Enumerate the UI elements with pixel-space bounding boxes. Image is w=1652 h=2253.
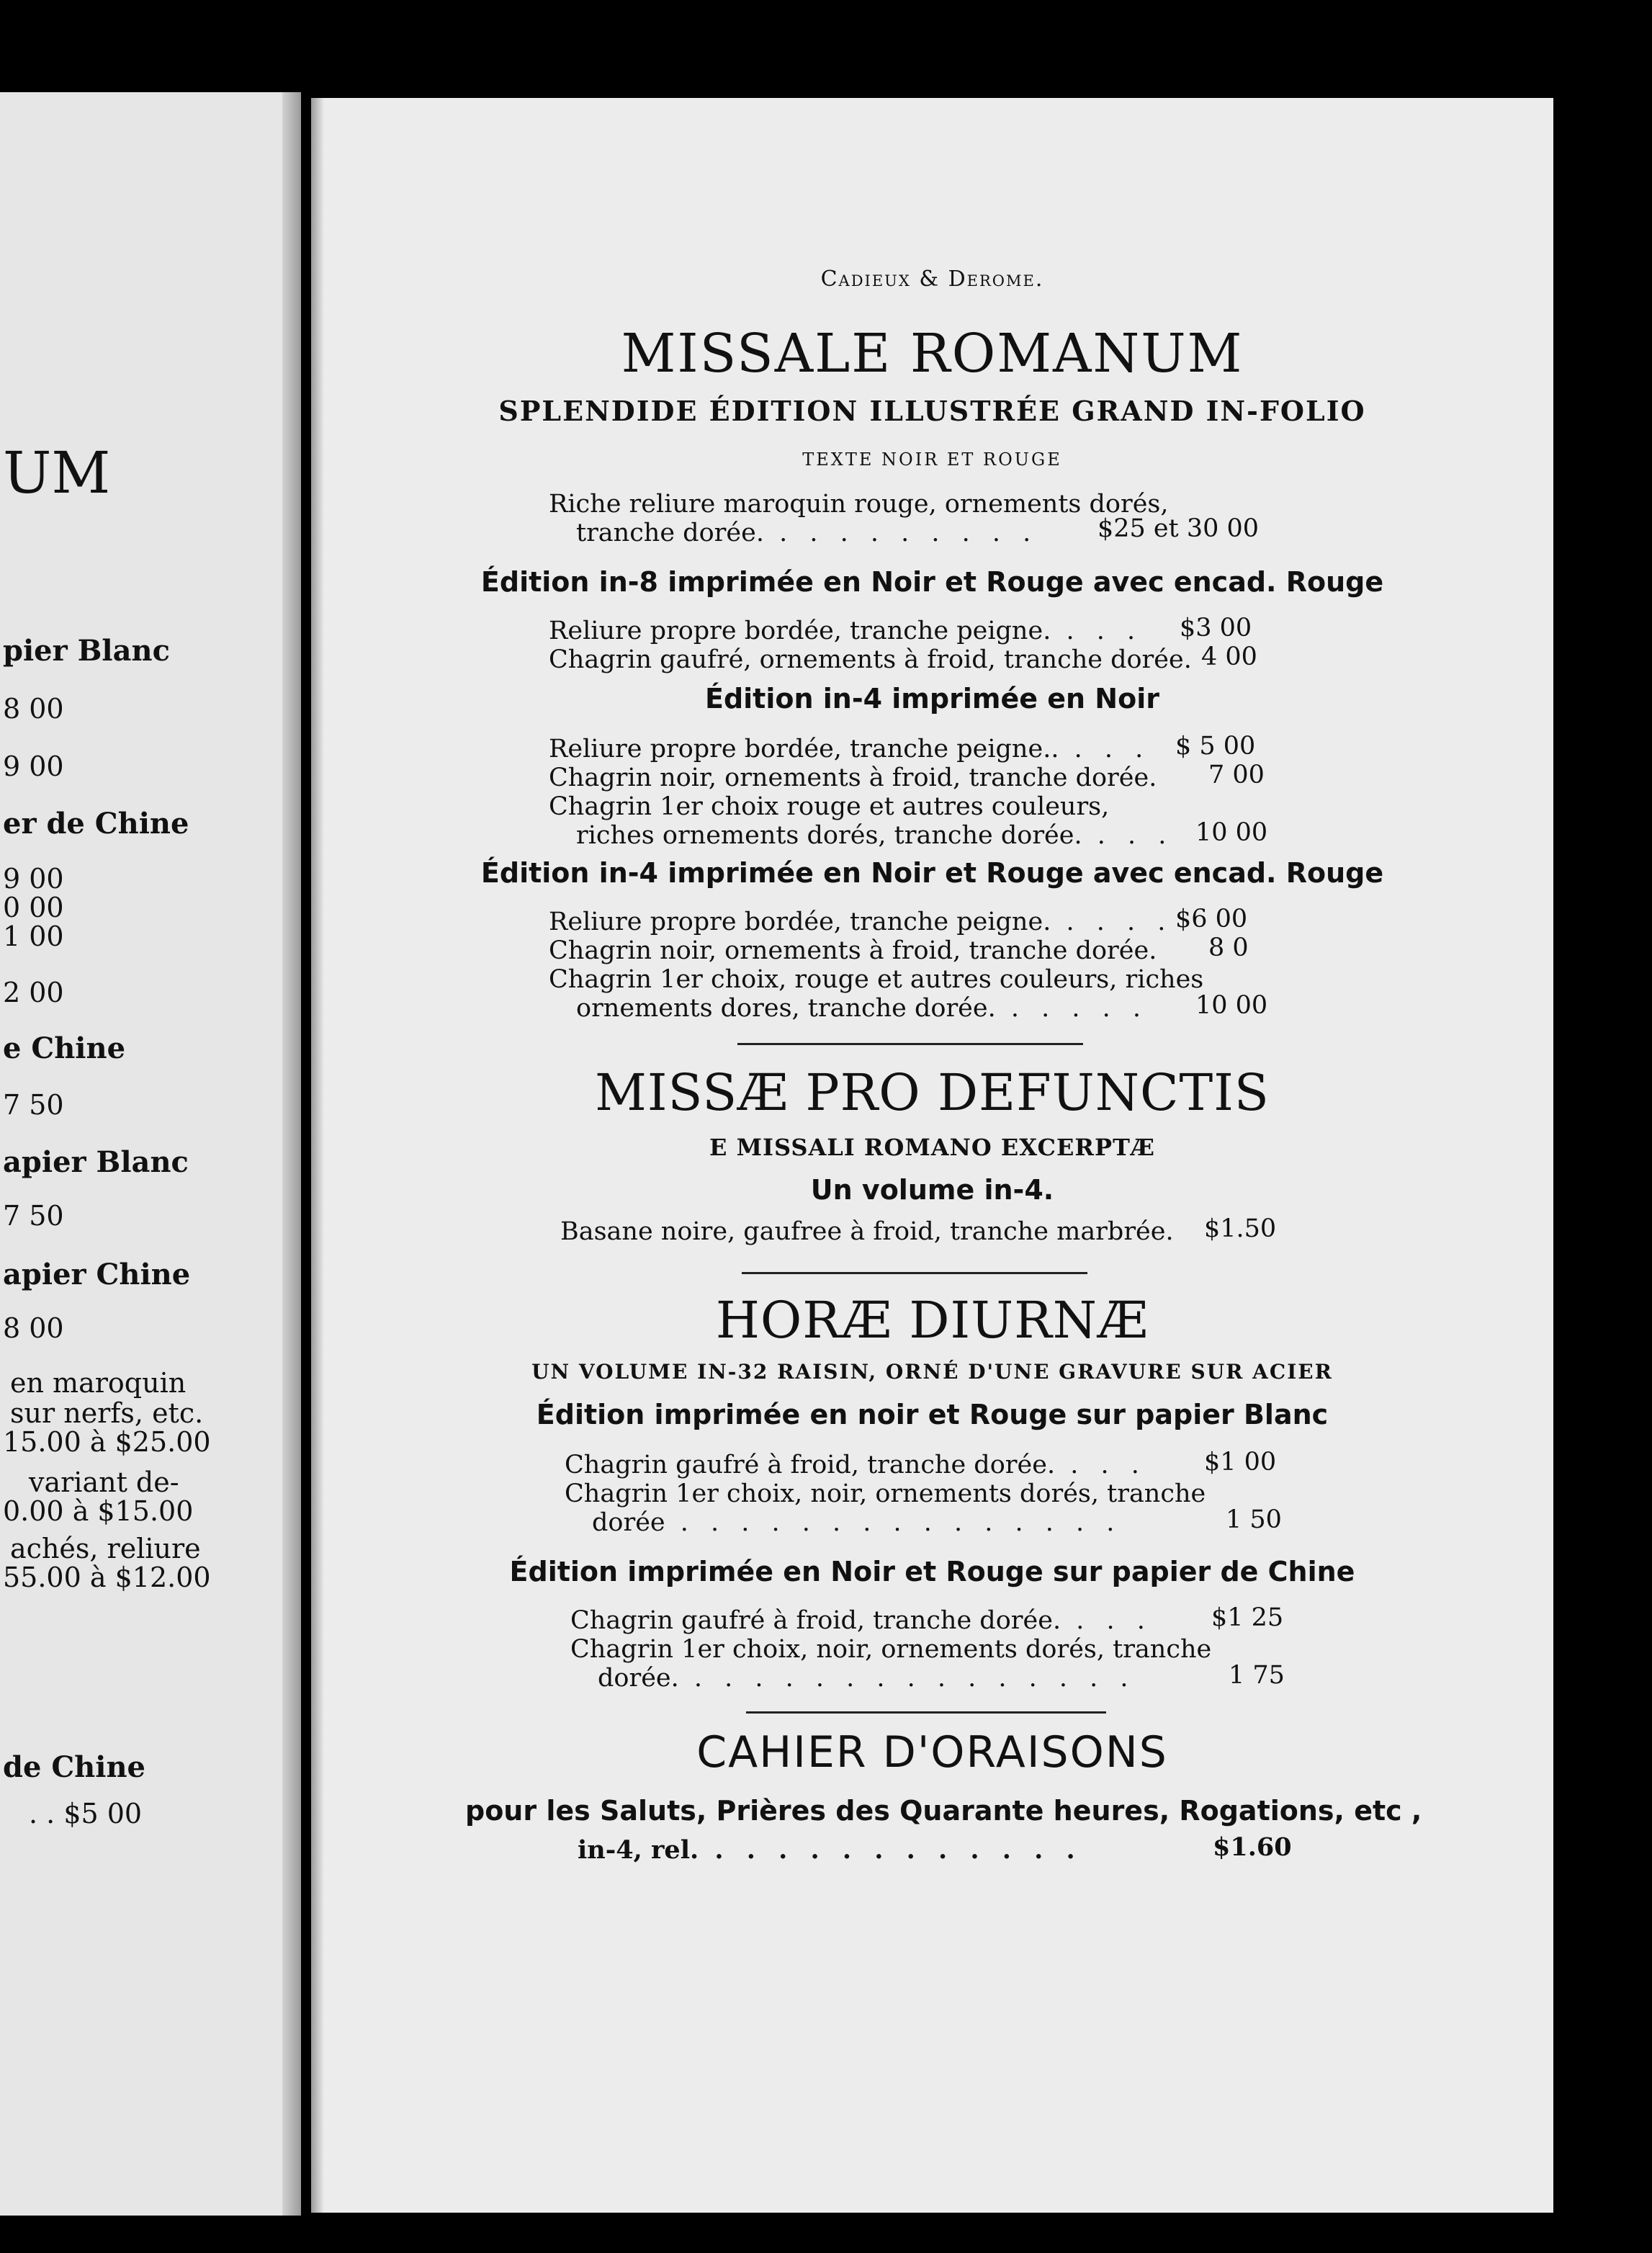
horae-b3-price: 1 75 [1229,1661,1285,1690]
left-page-fragment-l14: 8 00 [3,1312,64,1344]
cahier-price: $1.60 [1213,1832,1292,1862]
defunctis-d1-price: $1.50 [1204,1214,1277,1243]
left-page-fragment-l5: 9 00 [3,863,64,895]
missale-c1-price: $6 00 [1175,905,1248,933]
missale-a2: Chagrin gaufré, ornements à froid, tranche dorée. [549,645,1192,674]
missale-b4: riches ornements dorés, tranche dorée. . . . [576,821,1174,850]
missale-section-c-title: Édition in-4 imprimée en Noir et Rouge avec encad. Rouge [480,857,1384,889]
defunctis-title: MISSÆ PRO DEFUNCTIS [595,1063,1270,1122]
horae-a3: dorée . . . . . . . . . . . . . . . [592,1508,1122,1537]
missale-b4-price: 10 00 [1195,818,1268,847]
left-page-fragment-l7: 1 00 [3,921,64,952]
cahier-line2: in-4, rel. . . . . . . . . . . . . [578,1835,1082,1865]
divider-rule [737,1043,1083,1045]
missale-c2-price: 8 0 [1208,933,1249,962]
left-page-fragment-l22: de Chine [3,1750,145,1784]
left-page-fragment-um: UM [3,439,111,506]
missale-item1-line1: Riche reliure maroquin rouge, ornements dorés, [549,490,1169,519]
left-page-fragment-l19: 0.00 à $15.00 [3,1495,194,1527]
divider-rule [742,1272,1087,1274]
defunctis-volume: Un volume in-4. [810,1174,1054,1206]
left-page-fragment-l20: achés, reliure [10,1533,201,1564]
left-page-fragment-l11: apier Blanc [3,1145,189,1179]
page-header: Cadieux & Derome. [820,266,1044,292]
missale-section-b-title: Édition in-4 imprimée en Noir [705,683,1159,715]
left-page-fragment-l15: en maroquin [10,1367,187,1399]
left-page-fragment-l6: 0 00 [3,892,64,923]
left-page-fragment-l10: 7 50 [3,1089,64,1121]
left-page-fragment-l8: 2 00 [3,977,64,1008]
left-page-fragment-l1: pier Blanc [3,634,170,668]
missale-title: MISSALE ROMANUM [621,323,1244,385]
left-page-fragment-l2: 8 00 [3,693,64,725]
horae-b2: Chagrin 1er choix, noir, ornements dorés, tranche [570,1635,1212,1664]
horae-b3: dorée. . . . . . . . . . . . . . . . [598,1664,1136,1693]
left-page-fragment-l12: 7 50 [3,1200,64,1232]
missale-c1: Reliure propre bordée, tranche peigne. . . . . [549,908,1173,936]
horae-a2: Chagrin 1er choix, noir, ornements dorés, tranche [565,1479,1206,1508]
horae-a1: Chagrin gaufré à froid, tranche dorée. . . . [565,1451,1146,1479]
left-page-fragment-l4: er de Chine [3,807,189,841]
horae-b1-price: $1 25 [1211,1603,1284,1632]
left-page [0,92,301,2216]
missale-subtitle: SPLENDIDE ÉDITION ILLUSTRÉE GRAND IN-FOLIO [498,395,1366,427]
missale-item1-price: $25 et 30 00 [1097,514,1260,543]
cahier-line1: pour les Saluts, Prières des Quarante heures, Rogations, etc , [465,1795,1422,1827]
horae-section-a-title: Édition imprimée en noir et Rouge sur papier Blanc [536,1399,1329,1430]
missale-a1-price: $3 00 [1180,614,1252,642]
missale-c4: ornements dores, tranche dorée. . . . . . [576,994,1148,1023]
missale-subsubtitle: TEXTE NOIR ET ROUGE [802,449,1062,470]
missale-b2: Chagrin noir, ornements à froid, tranche dorée. [549,763,1157,792]
left-page-fragment-l21: 55.00 à $12.00 [3,1562,211,1593]
left-page-fragment-l3: 9 00 [3,751,64,782]
cahier-title: CAHIER D'ORAISONS [696,1727,1168,1778]
right-page [311,98,1553,2213]
horae-section-b-title: Édition imprimée en Noir et Rouge sur papier de Chine [509,1556,1355,1587]
missale-b2-price: 7 00 [1208,761,1265,789]
defunctis-d1: Basane noire, gaufree à froid, tranche marbrée. [560,1217,1174,1246]
horae-b1: Chagrin gaufré à froid, tranche dorée. . . . [570,1606,1152,1635]
horae-subtitle: UN VOLUME IN-32 RAISIN, ORNÉ D'UNE GRAVURE SUR ACIER [531,1360,1333,1384]
left-page-fragment-l17: 15.00 à $25.00 [3,1426,211,1458]
horae-a3-price: 1 50 [1226,1505,1282,1534]
left-page-fragment-l13: apier Chine [3,1258,191,1291]
left-page-fragment-l18: variant de- [29,1466,179,1498]
horae-title: HORÆ DIURNÆ [715,1291,1149,1350]
left-page-fragment-l9: e Chine [3,1031,126,1065]
horae-a1-price: $1 00 [1204,1448,1277,1477]
divider-rule [746,1711,1106,1714]
missale-section-a-title: Édition in-8 imprimée en Noir et Rouge avec encad. Rouge [480,566,1384,598]
missale-a1: Reliure propre bordée, tranche peigne. . . . [549,617,1143,645]
missale-b1-price: $ 5 00 [1175,732,1256,761]
missale-b1: Reliure propre bordée, tranche peigne.. . . . [549,735,1151,763]
missale-item1-line2: tranche dorée. . . . . . . . . . [576,519,1038,547]
left-page-fragment-l16: sur nerfs, etc. [10,1397,204,1429]
left-page-fragment-l23: . . $5 00 [29,1798,143,1829]
left-page-spine-shadow [282,92,301,2216]
missale-c2: Chagrin noir, ornements à froid, tranche dorée. [549,936,1157,965]
missale-a2-price: 4 00 [1201,642,1257,671]
missale-c3: Chagrin 1er choix, rouge et autres couleurs, riches [549,965,1204,994]
defunctis-subtitle: E MISSALI ROMANO EXCERPTÆ [709,1134,1155,1161]
missale-b3: Chagrin 1er choix rouge et autres couleurs, [549,792,1110,821]
missale-c4-price: 10 00 [1195,991,1268,1020]
